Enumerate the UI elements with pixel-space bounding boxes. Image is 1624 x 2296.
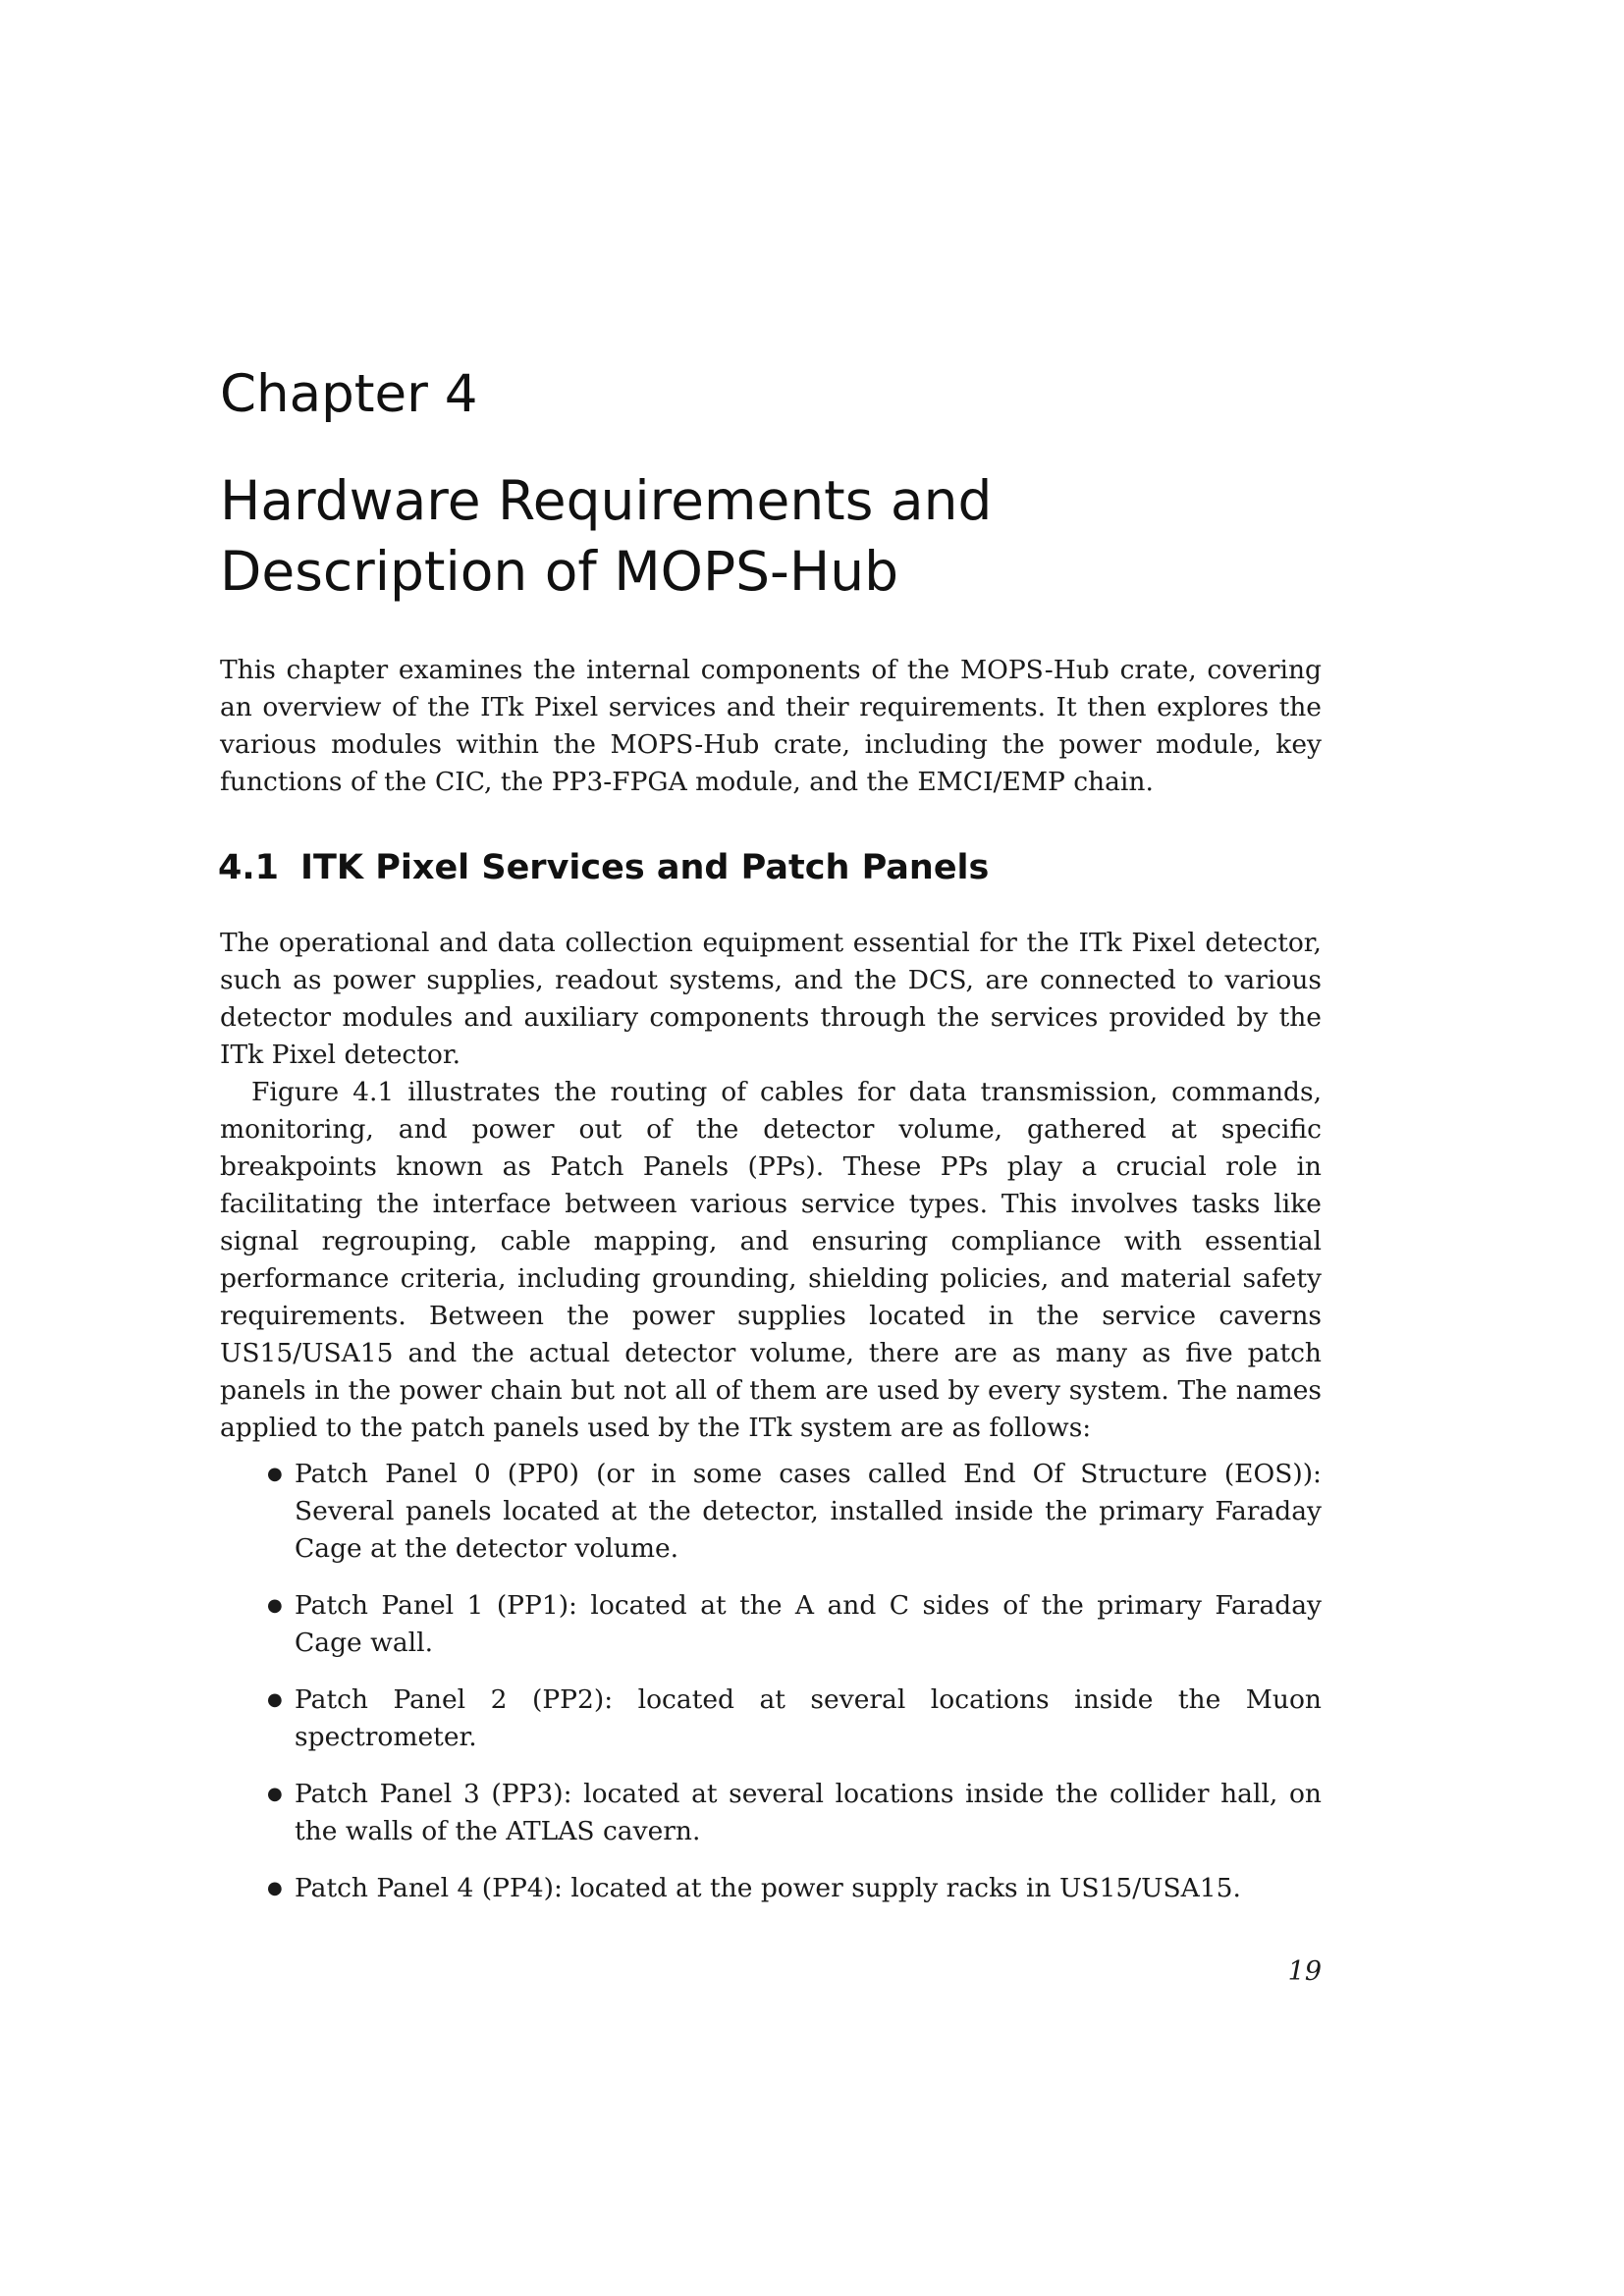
list-item — [220, 1682, 1322, 1756]
page-number: 19 — [1287, 1956, 1322, 1987]
chapter-title-line-2: Description of MOPS-Hub — [220, 540, 899, 603]
section-title: ITK Pixel Services and Patch Panels — [300, 848, 990, 887]
list-item — [220, 1870, 1322, 1907]
list-item-text: Patch Panel 3 (PP3): located at several locations inside the collider hall, on the walls of the ATLAS cavern. — [295, 1779, 1322, 1846]
list-item — [220, 1587, 1322, 1662]
list-item-text: Patch Panel 0 (PP0) (or in some cases called End Of Structure (EOS)): Several panels located at the detector, installed inside the primary Faraday Cage at the detector volume. — [295, 1459, 1322, 1564]
section-paragraph-2: Figure 4.1 illustrates the routing of cables for data transmission, commands, monitoring, and power out of the detector volume, gathered at specific breakpoints known as Patch Panels (PPs). These PPs play a crucial role in facilitating the interface between various service types. This involves tasks like signal regrouping, cable mapping, and ensuring compliance with essential performance criteria, including grounding, shielding policies, and material safety requirements. Between the power supplies located in the service caverns US15/USA15 and the actual detector volume, there are as many as five patch panels in the power chain but not all of them are used by every system. The names applied to the patch panels used by the ITk system are as follows: — [220, 1077, 1322, 1443]
chapter-title — [220, 465, 1398, 607]
chapter-title-line-1: Hardware Requirements and — [220, 469, 993, 532]
section-heading — [218, 846, 989, 889]
list-item — [220, 1456, 1322, 1568]
bullet-icon: ● — [267, 1464, 283, 1484]
bullet-icon: ● — [267, 1689, 283, 1710]
section-paragraph-1: The operational and data collection equipment essential for the ITk Pixel detector, such as power supplies, readout systems, and the DCS, are connected to various detector modules and auxiliary components through the services provided by the ITk Pixel detector. — [220, 928, 1322, 1070]
chapter-label: Chapter 4 — [220, 364, 478, 424]
chapter-intro-paragraph: This chapter examines the internal components of the MOPS-Hub crate, covering an overview of the ITk Pixel services and their requirements. It then explores the various modules within the MOPS-Hub crate, including the power module, key functions of the CIC, the PP3-FPGA module, and the EMCI/EMP chain. — [220, 655, 1322, 797]
bullet-icon: ● — [267, 1784, 283, 1804]
list-item-text: Patch Panel 4 (PP4): located at the power supply racks in US15/USA15. — [295, 1873, 1241, 1903]
list-item — [220, 1776, 1322, 1850]
bullet-icon: ● — [267, 1595, 283, 1616]
list-item-text: Patch Panel 1 (PP1): located at the A and C sides of the primary Faraday Cage wall. — [295, 1590, 1322, 1658]
section-number: 4.1 — [218, 848, 280, 887]
list-item-text: Patch Panel 2 (PP2): located at several locations inside the Muon spectrometer. — [295, 1684, 1322, 1752]
patch-panel-list — [220, 1456, 1322, 1927]
bullet-icon: ● — [267, 1878, 283, 1898]
